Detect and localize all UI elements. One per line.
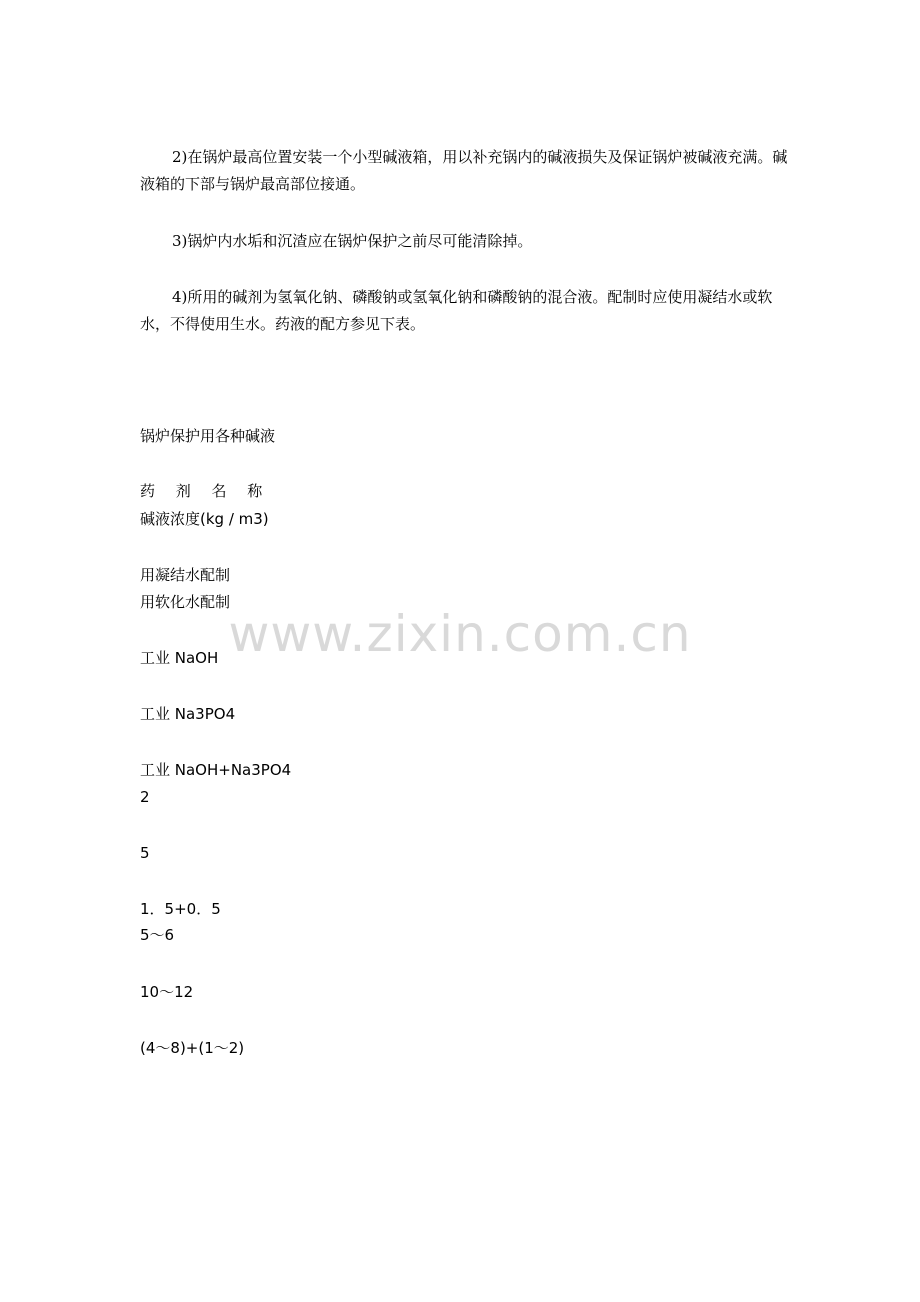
paragraph-2: 2)在锅炉最高位置安装一个小型碱液箱，用以补充锅内的碱液损失及保证锅炉被碱液充满。碱液箱的下部与锅炉最高部位接通。 [140,148,788,193]
header-agent-name: 药 剂 名 称 [140,482,271,500]
condensate-value-na3po4: 5 [140,844,150,862]
paragraph-4: 4)所用的碱剂为氢氧化钠、磷酸钠或氢氧化钠和磷酸钠的混合液。配制时应使用凝结水或软水，不得使用生水。药液的配方参见下表。 [140,288,773,333]
agent-na3po4: 工业 Na3PO4 [140,705,236,723]
softened-value-naoh: 5～6 [140,926,175,944]
watermark: www.zixin.com.cn [228,605,692,663]
condensate-value-naoh: 2 [140,788,150,806]
header-concentration: 碱液浓度(kg / m3) [140,510,269,528]
header-condensate-water: 用凝结水配制 [140,566,231,584]
header-softened-water: 用软化水配制 [140,593,231,611]
paragraph-3: 3)锅炉内水垢和沉渣应在锅炉保护之前尽可能清除掉。 [172,232,533,250]
agent-naoh-na3po4: 工业 NaOH+Na3PO4 [140,761,292,779]
condensate-value-mixed: 1．5+0．5 [140,900,221,918]
agent-naoh: 工业 NaOH [140,649,219,667]
softened-value-na3po4: 10～12 [140,983,194,1001]
softened-value-mixed: (4～8)+(1～2) [140,1039,245,1057]
table-title: 锅炉保护用各种碱液 [140,427,276,445]
